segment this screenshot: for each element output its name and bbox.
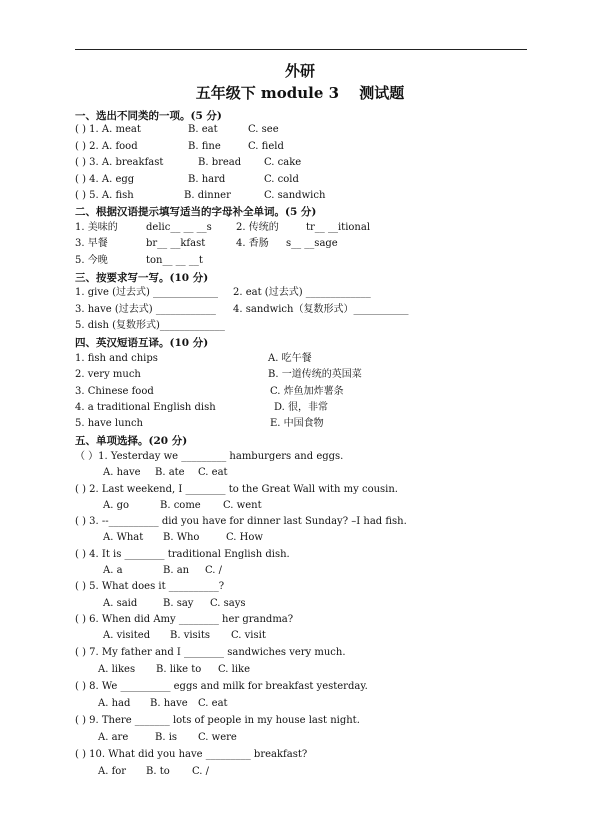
s2-item1-word: delic__ __ __s xyxy=(146,222,212,233)
s4-phrase-3: 3. Chinese food xyxy=(75,386,154,397)
s5-q8-option-c: C. eat xyxy=(198,698,228,709)
s1-q1-b: B. eat xyxy=(188,124,218,135)
s5-question-1: （ ）1. Yesterday we _________ hamburgers and eggs. xyxy=(75,451,344,462)
s2-item1-label: 1. 美味的 xyxy=(75,222,118,233)
s1-q1: ( ) 1. A. meat xyxy=(75,124,141,135)
s5-q5-option-a: A. said xyxy=(103,598,138,609)
s5-q6-option-a: A. visited xyxy=(103,630,151,641)
s1-q2-b: B. fine xyxy=(188,141,221,152)
s5-question-4: ( ) 4. It is ________ traditional English dish. xyxy=(75,549,290,560)
s3-item5: 5. dish (复数形式)_____________ xyxy=(75,320,225,331)
s5-q10-option-c: C. / xyxy=(192,766,210,777)
s4-phrase-5: 5. have lunch xyxy=(75,418,143,429)
s5-q5-option-c: C. says xyxy=(210,598,246,609)
s5-q7-option-b: B. like to xyxy=(156,664,202,675)
section-2-heading: 二、根据汉语提示填写适当的字母补全单词。(5 分) xyxy=(75,206,317,218)
s2-item2-label: 2. 传统的 xyxy=(236,222,279,233)
s1-q2-c: C. field xyxy=(248,141,284,152)
s5-q3-option-c: C. How xyxy=(226,532,263,543)
s5-q5-option-b: B. say xyxy=(163,598,194,609)
s1-q3-c: C. cake xyxy=(264,157,302,168)
s5-q2-option-c: C. went xyxy=(223,500,262,511)
s5-question-10: ( ) 10. What did you have _________ breakfast? xyxy=(75,749,308,760)
section-3-heading: 三、按要求写一写。(10 分) xyxy=(75,272,209,284)
s2-item3-word: br__ __kfast xyxy=(146,238,206,249)
s5-q2-option-b: B. come xyxy=(160,500,201,511)
s4-answer-a: A. 吃午餐 xyxy=(268,353,312,364)
s4-phrase-2: 2. very much xyxy=(75,369,141,380)
s5-q3-option-b: B. Who xyxy=(163,532,200,543)
title-publisher: 外研 xyxy=(284,62,315,80)
s5-question-5: ( ) 5. What does it __________? xyxy=(75,581,225,592)
s3-item3: 3. have (过去式) ____________ xyxy=(75,304,216,315)
s5-q6-option-b: B. visits xyxy=(170,630,211,641)
s5-question-2: ( ) 2. Last weekend, I ________ to the Great Wall with my cousin. xyxy=(75,484,398,495)
s1-q3-b: B. bread xyxy=(198,157,242,168)
s1-q2: ( ) 2. A. food xyxy=(75,141,138,152)
s2-item4-label: 4. 香肠 xyxy=(236,238,269,249)
s5-q4-option-a: A. a xyxy=(103,565,123,576)
s5-q9-option-b: B. is xyxy=(155,732,178,743)
s2-item5-word: ton__ __ __t xyxy=(146,255,203,266)
header-rule xyxy=(75,49,527,50)
s1-q3: ( ) 3. A. breakfast xyxy=(75,157,164,168)
s5-question-6: ( ) 6. When did Amy ________ her grandma? xyxy=(75,614,294,625)
s5-q6-option-c: C. visit xyxy=(231,630,266,641)
s1-q1-c: C. see xyxy=(248,124,279,135)
s2-item4-word: s__ __sage xyxy=(286,238,338,249)
s1-q5: ( ) 5. A. fish xyxy=(75,190,134,201)
s5-q10-option-a: A. for xyxy=(98,766,127,777)
s5-q1-option-a: A. have xyxy=(103,467,141,478)
section-1-heading: 一、选出不同类的一项。(5 分) xyxy=(75,110,222,122)
title-test-name: 五年级下 module 3 测试题 xyxy=(195,84,405,102)
s5-q4-option-c: C. / xyxy=(205,565,223,576)
s4-answer-b: B. 一道传统的英国菜 xyxy=(268,369,362,380)
s5-q7-option-a: A. likes xyxy=(98,664,136,675)
s4-answer-d: D. 很，非常 xyxy=(274,402,329,413)
s5-q7-option-c: C. like xyxy=(218,664,251,675)
s1-q5-b: B. dinner xyxy=(184,190,231,201)
s5-q4-option-b: B. an xyxy=(163,565,190,576)
s4-answer-e: E. 中国食物 xyxy=(270,418,324,429)
s4-answer-c: C. 炸鱼加炸薯条 xyxy=(270,386,344,397)
s3-item2: 2. eat (过去式) _____________ xyxy=(233,287,371,298)
s5-question-3: ( ) 3. --__________ did you have for dinner last Sunday? –I had fish. xyxy=(75,516,407,527)
s5-q10-option-b: B. to xyxy=(146,766,170,777)
s5-q2-option-a: A. go xyxy=(103,500,130,511)
s1-q4-b: B. hard xyxy=(188,174,226,185)
s5-question-9: ( ) 9. There _______ lots of people in my house last night. xyxy=(75,715,360,726)
s2-item3-label: 3. 早餐 xyxy=(75,238,108,249)
section-5-heading: 五、单项选择。(20 分) xyxy=(75,435,188,447)
s2-item5-label: 5. 今晚 xyxy=(75,255,108,266)
s2-item2-word: tr__ __itional xyxy=(306,222,371,233)
s5-question-8: ( ) 8. We __________ eggs and milk for breakfast yesterday. xyxy=(75,681,368,692)
s5-q8-option-b: B. have xyxy=(150,698,188,709)
s3-item4: 4. sandwich（复数形式）___________ xyxy=(233,304,409,315)
s5-q1-option-b: B. ate xyxy=(155,467,185,478)
section-4-heading: 四、英汉短语互译。(10 分) xyxy=(75,337,209,349)
s4-phrase-1: 1. fish and chips xyxy=(75,353,158,364)
s5-q9-option-c: C. were xyxy=(198,732,237,743)
s5-q9-option-a: A. are xyxy=(98,732,129,743)
s1-q5-c: C. sandwich xyxy=(264,190,326,201)
s5-q1-option-c: C. eat xyxy=(198,467,228,478)
s1-q4: ( ) 4. A. egg xyxy=(75,174,135,185)
s3-item1: 1. give (过去式) _____________ xyxy=(75,287,219,298)
s5-q8-option-a: A. had xyxy=(98,698,131,709)
s5-question-7: ( ) 7. My father and I ________ sandwiches very much. xyxy=(75,647,346,658)
s1-q4-c: C. cold xyxy=(264,174,299,185)
s4-phrase-4: 4. a traditional English dish xyxy=(75,402,216,413)
s5-q3-option-a: A. What xyxy=(103,532,144,543)
